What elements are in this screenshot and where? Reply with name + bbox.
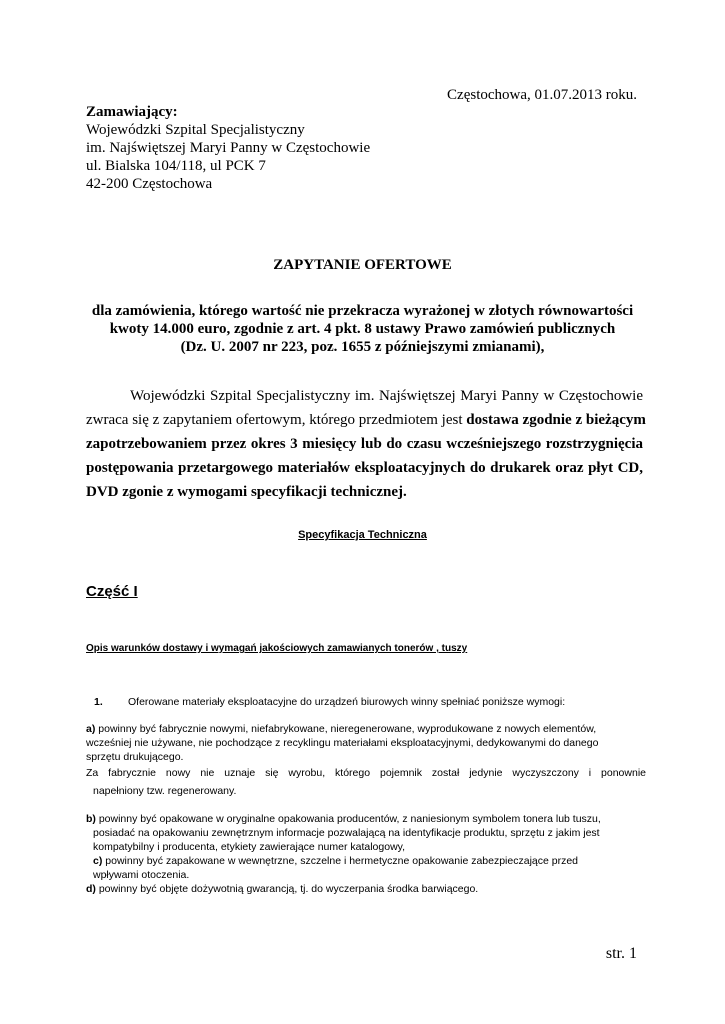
document-title: ZAPYTANIE OFERTOWE — [273, 257, 452, 273]
list-item — [86, 882, 646, 896]
item-line: kompatybilny i producenta, etykiety zawierające numer katalogowy, — [93, 841, 406, 853]
intro-line: zapotrzebowaniem przez okres 3 miesięcy lub do czasu wcześniejszego rozstrzygnięcia — [86, 436, 643, 452]
subtitle-line: (Dz. U. 2007 nr 223, poz. 1655 z późniejszymi zmianami), — [180, 339, 545, 355]
buyer-block — [86, 103, 370, 193]
item-label: b) — [86, 813, 96, 825]
item-line: sprzętu drukującego. — [86, 751, 184, 763]
item-line: posiadać na opakowaniu zewnętrznym informacje pozwalającą na identyfikacje produktu, sprzętu z jakim jest — [93, 827, 600, 839]
page-number: str. 1 — [605, 945, 637, 962]
buyer-line: im. Najświętszej Maryi Panny w Częstochowie — [86, 140, 371, 156]
item-number: 1. — [94, 696, 103, 708]
intro-bold-text: dostawa zgodnie z bieżącym — [466, 412, 646, 428]
item-text: Oferowane materiały eksploatacyjne do urządzeń biurowych winny spełniać poniższe wymogi: — [128, 696, 566, 708]
item-label: c) — [93, 855, 103, 867]
item-line: wcześniej nie używane, nie pochodzące z recyklingu materiałami eksploatacyjnymi, dedykowanymi do danego — [86, 737, 599, 749]
document-subtitle — [90, 302, 635, 356]
intro-line: postępowania przetargowego materiałów eksploatacyjnych do drukarek oraz płyt CD, — [86, 460, 643, 476]
spec-title: Specyfikacja Techniczna — [298, 529, 427, 541]
list-item — [86, 722, 646, 736]
item-line: wpływami otoczenia. — [93, 869, 190, 881]
buyer-line: Wojewódzki Szpital Specjalistyczny — [86, 122, 305, 138]
list-item — [86, 854, 646, 868]
subtitle-line: dla zamówienia, którego wartość nie przekracza wyrażonej w złotych równowartości — [91, 303, 634, 319]
subtitle-line: kwoty 14.000 euro, zgodnie z art. 4 pkt. 8 ustawy Prawo zamówień publicznych — [109, 321, 616, 337]
buyer-line: 42-200 Częstochowa — [86, 176, 213, 192]
note-line: Za fabrycznie nowy nie uznaje się wyrobu, którego pojemnik został jedynie wyczyszczony i ponownie — [86, 767, 646, 779]
buyer-line: ul. Bialska 104/118, ul PCK 7 — [86, 158, 266, 174]
item-text: powinny być opakowane w oryginalne opakowania producentów, z naniesionym symbolem tonera lub tuszu, — [95, 813, 601, 825]
list-item — [86, 812, 646, 826]
item-text: powinny być zapakowane w wewnętrzne, szczelne i hermetyczne opakowanie zabezpieczające przed — [102, 855, 579, 867]
place-date: Częstochowa, 01.07.2013 roku. — [447, 87, 637, 103]
intro-paragraph — [86, 384, 646, 504]
part-title: Część I — [86, 583, 138, 600]
intro-text: zwraca się z zapytaniem ofertowym, którego przedmiotem jest — [86, 412, 467, 428]
intro-line: Wojewódzki Szpital Specjalistyczny im. Najświętszej Maryi Panny w Częstochowie — [130, 388, 643, 404]
intro-line — [86, 408, 646, 432]
note-line: napełniony tzw. regenerowany. — [93, 785, 237, 797]
item-label: d) — [86, 883, 96, 895]
item-label: a) — [86, 723, 96, 735]
item-text: powinny być objęte dożywotnią gwarancją, tj. do wyczerpania środka barwiącego. — [95, 883, 479, 895]
buyer-heading: Zamawiający: — [86, 104, 178, 120]
requirements-list — [86, 695, 646, 896]
item-text: powinny być fabrycznie nowymi, niefabrykowane, nieregenerowane, wyprodukowane z nowych elementów, — [95, 723, 597, 735]
intro-line: DVD zgonie z wymogami specyfikacji technicznej. — [86, 484, 407, 500]
conditions-title: Opis warunków dostawy i wymagań jakościowych zamawianych tonerów , tuszy — [86, 643, 468, 654]
list-item — [86, 695, 646, 709]
